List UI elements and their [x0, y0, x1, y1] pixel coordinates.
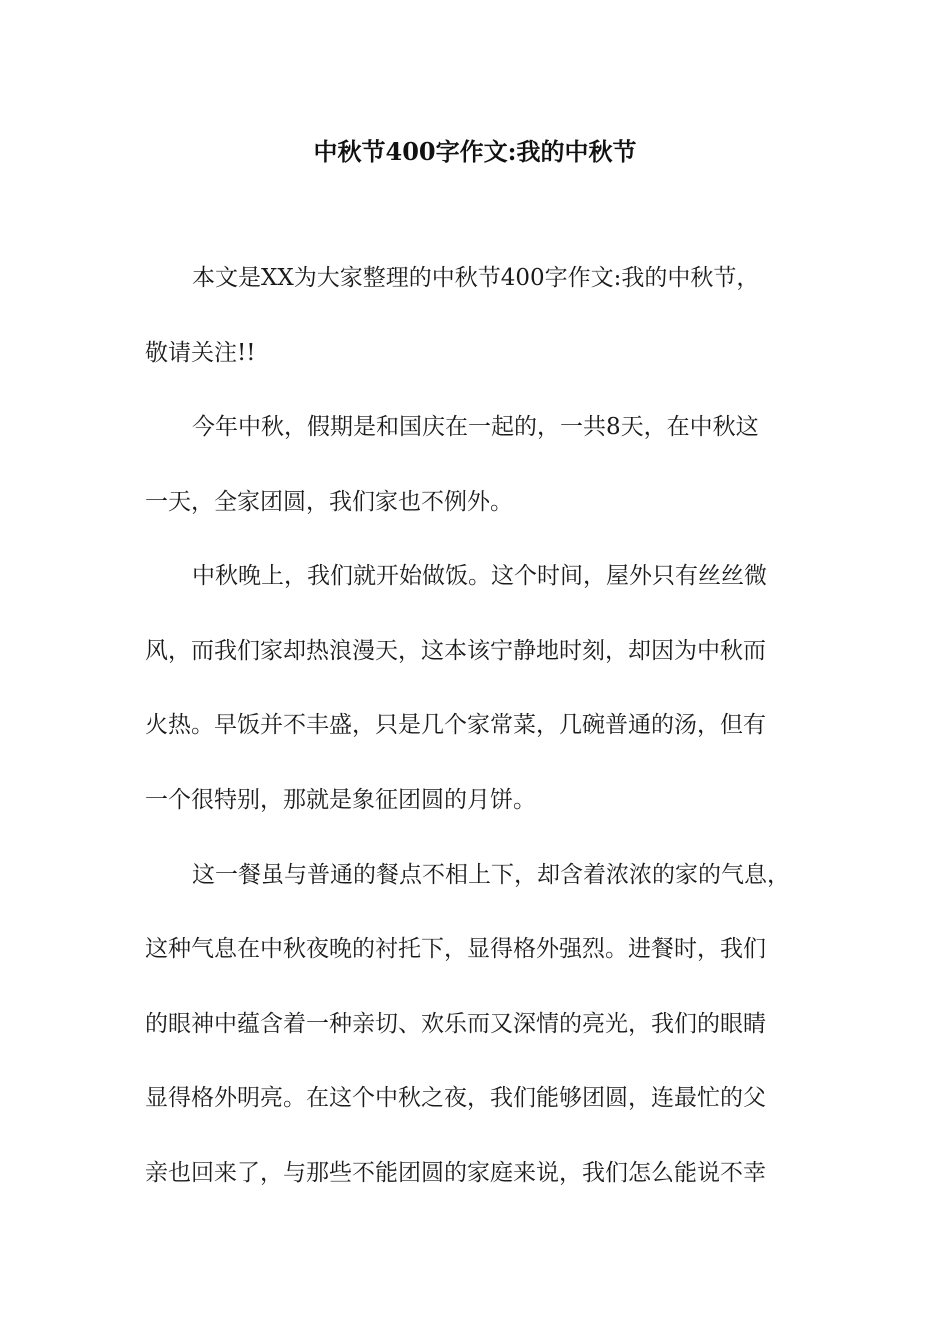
paragraph-3-line-4: 一个很特别，那就是象征团圆的月饼。	[145, 787, 536, 813]
paragraph-2-line-2: 一天，全家团圆，我们家也不例外。	[145, 489, 513, 515]
paragraph-3-line-2: 风，而我们家却热浪漫天，这本该宁静地时刻，却因为中秋而	[145, 638, 766, 664]
paragraph-4-line-4: 显得格外明亮。在这个中秋之夜，我们能够团圆，连最忙的父	[145, 1085, 766, 1111]
document-title: 中秋节400字作文:我的中秋节	[313, 137, 637, 166]
paragraph-4-line-3: 的眼神中蕴含着一种亲切、欢乐而又深情的亮光，我们的眼睛	[145, 1011, 766, 1037]
paragraph-2-line-1: 今年中秋，假期是和国庆在一起的，一共8天，在中秋这	[192, 414, 759, 440]
paragraph-4-line-1: 这一餐虽与普通的餐点不相上下，却含着浓浓的家的气息，	[192, 862, 790, 888]
paragraph-4-line-5: 亲也回来了，与那些不能团圆的家庭来说，我们怎么能说不幸	[145, 1160, 766, 1186]
paragraph-1-line-2: 敬请关注!!	[145, 340, 256, 366]
paragraph-3-line-3: 火热。早饭并不丰盛，只是几个家常菜，几碗普通的汤，但有	[145, 712, 766, 738]
paragraph-4-line-2: 这种气息在中秋夜晚的衬托下，显得格外强烈。进餐时，我们	[145, 936, 766, 962]
paragraph-1-line-1: 本文是XX为大家整理的中秋节400字作文:我的中秋节，	[192, 265, 760, 291]
paragraph-3-line-1: 中秋晚上，我们就开始做饭。这个时间，屋外只有丝丝微	[192, 563, 767, 589]
